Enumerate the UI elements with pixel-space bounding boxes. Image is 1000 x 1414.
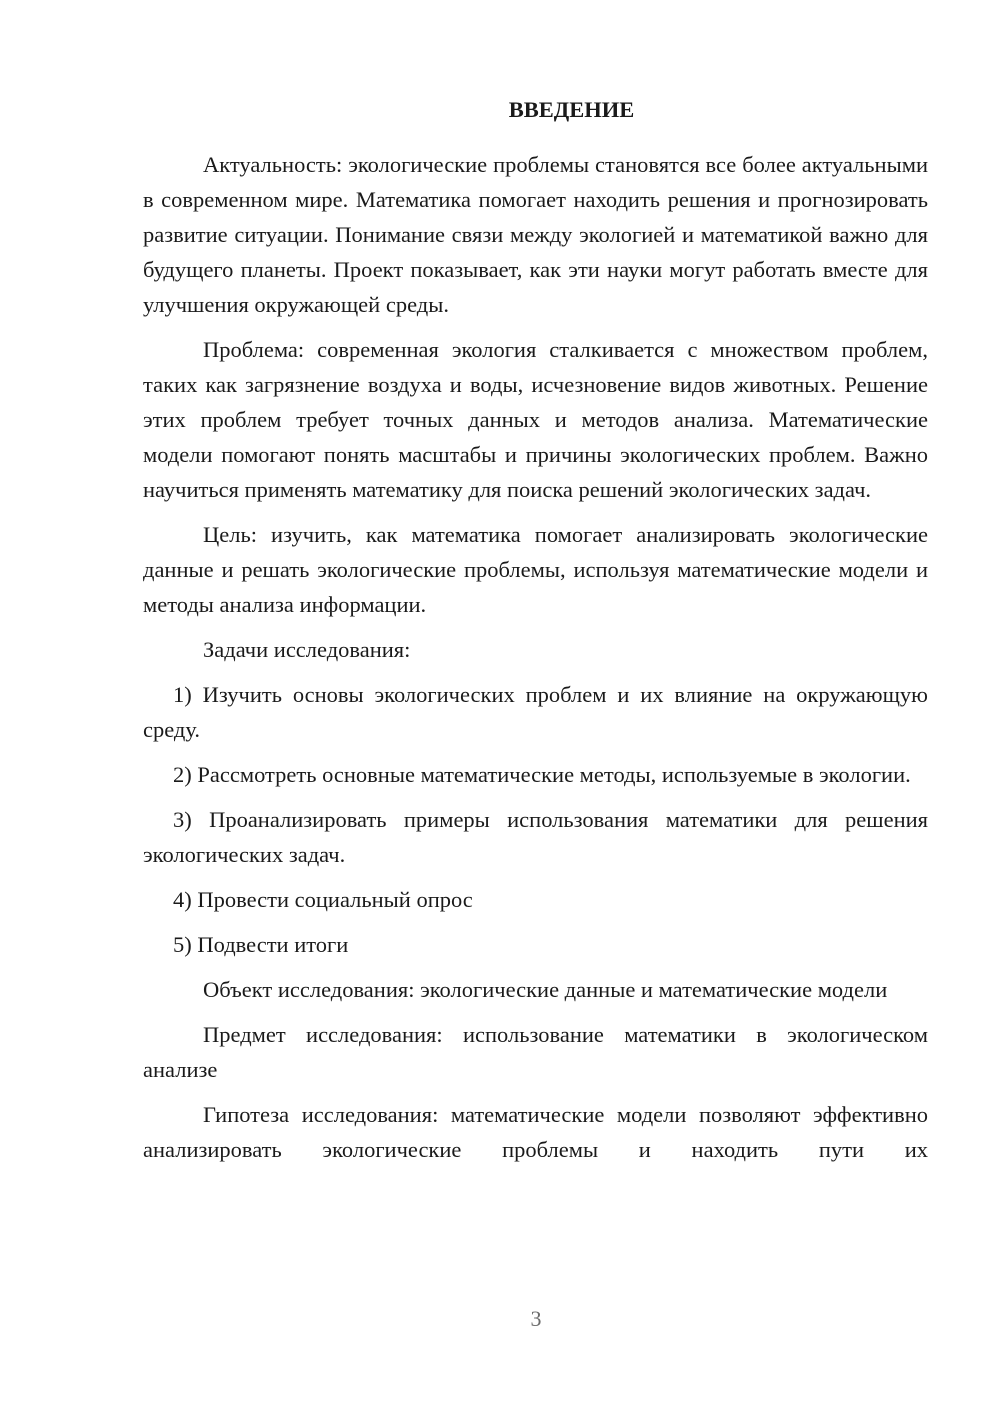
tasks-heading: Задачи исследования: — [203, 637, 411, 662]
relevance-paragraph: Актуальность: экологические проблемы становятся все более актуальными в современном мире. Математика помогает находить решения и прогнозировать развитие ситуации. Понимание связи между экологией и математикой важно для будущего планеты. Проект показывает, как эти науки могут работать вместе для улучшения окружающей среды. — [143, 152, 928, 317]
object-paragraph: Объект исследования: экологические данные и математические модели — [203, 977, 888, 1002]
subject-paragraph: Предмет исследования: использование математики в экологическом анализе — [143, 1022, 928, 1082]
section-title: ВВЕДЕНИЕ — [508, 97, 635, 122]
page-number: 3 — [530, 1306, 542, 1331]
document-page — [143, 92, 928, 1177]
task-item-3: 3) Проанализировать примеры использования математики для решения экологических задач. — [143, 807, 928, 867]
goal-paragraph: Цель: изучить, как математика помогает анализировать экологические данные и решать экологические проблемы, используя математические модели и методы анализа информации. — [143, 522, 928, 617]
task-item-5: 5) Подвести итоги — [173, 932, 349, 957]
task-item-2: 2) Рассмотреть основные математические методы, используемые в экологии. — [173, 762, 911, 787]
task-item-1: 1) Изучить основы экологических проблем и их влияние на окружающую среду. — [143, 682, 928, 742]
problem-paragraph: Проблема: современная экология сталкивается с множеством проблем, таких как загрязнение воздуха и воды, исчезновение видов животных. Решение этих проблем требует точных данных и методов анализа. Математические модели помогают понять масштабы и причины экологических проблем. Важно научиться применять математику для поиска решений экологических задач. — [143, 337, 928, 502]
task-item-4: 4) Провести социальный опрос — [173, 887, 473, 912]
hypothesis-paragraph: Гипотеза исследования: математические модели позволяют эффективно анализировать экологические проблемы и находить пути их — [143, 1102, 928, 1162]
